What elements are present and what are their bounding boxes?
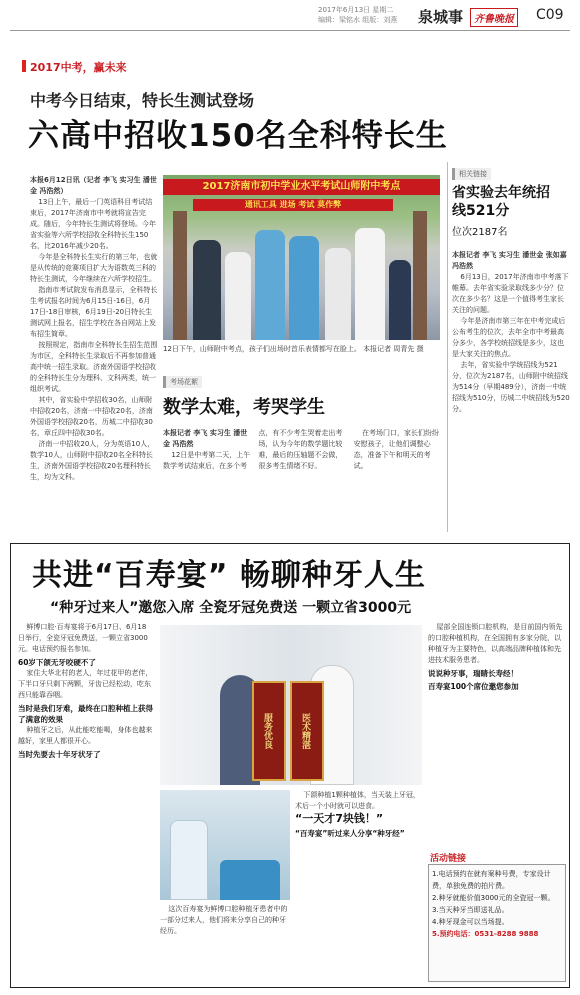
- sidebar-tag: 相关链接: [452, 168, 491, 180]
- header-rule: [10, 30, 570, 31]
- sidebar-para-3: 去年，省实验中学统招线为521分，位次为2187名，山师附中统招线为514分（早期489分），济南一中统招线为510分，历城二中统招线为520分。: [452, 361, 570, 413]
- sidebar-para-1: 6月13日，2017年济南市中考落下帷幕。去年省实验录取线多少分？位次在多少名？这是一个值得考生家长关注的问题。: [452, 273, 569, 314]
- ad-right-para: 屋部全国连锁口腔机构，是目前国内领先的口腔种植机构，在全国拥有多家分院，以种植牙为主要特色，以高端品牌种植体和先进技术服务患者。: [428, 623, 563, 664]
- dental-chair: [220, 860, 280, 900]
- pennant-left: 服务优良: [252, 681, 286, 781]
- sidebar-subtitle: 位次2187名: [452, 227, 508, 238]
- activity-item-2: 2.种牙就能价值3000元的全瓷冠一颗。: [432, 894, 555, 902]
- main-article: [30, 175, 158, 540]
- gate-pillar: [173, 211, 187, 340]
- exam-banner-2: 通讯工具 进场 考试 莫作弊: [193, 199, 393, 211]
- gate-pillar: [413, 211, 427, 340]
- sidebar-para-2: 今年是济南市第三年在中考完成后公布考生的位次，去年全市中考最高分多少，各学校统招线是多少，这也是大家关注的焦点。: [452, 317, 566, 358]
- ad-intro: 鲜博口腔·百寿宴将于6月17日、6月18日举行，全瓷牙冠免费送，一颗立省3000元。电话预约报名参加。: [18, 623, 148, 653]
- article2-para-2: 在考场门口，家长们纷纷安慰孩子，让他们调整心态，准备下午和明天的考试。: [353, 429, 440, 470]
- kicker-marker: [22, 60, 26, 72]
- pennant-photo: [160, 625, 422, 785]
- activity-item-3: 3.当天种牙当即送礼品。: [432, 906, 509, 914]
- header-editor: 编辑：梁铭水 组版：刘燕: [318, 16, 398, 24]
- main-byline: 本报6月12日讯（记者 李飞 实习生 潘世金 冯浩然）: [30, 176, 157, 195]
- student-figure: [193, 240, 221, 340]
- pennant-right: 医术精湛: [290, 681, 324, 781]
- main-para-1: 13日上午，最后一门英语科目考试结束后，2017年济南市中考就将宣告完成。随后，今年特长生测试将登场。今年省实验等六所学校招收全科特长生150名，比2016年减少20名。: [30, 198, 156, 250]
- exam-entrance-photo: [163, 175, 440, 340]
- sidebar-title: 省实验去年统招线521分: [452, 185, 550, 219]
- ad-middle-sub: “百寿宴”听过来人分享“种牙经”: [295, 829, 405, 838]
- sidebar-article: [452, 250, 570, 535]
- main-para-5: 其中，省实验中学招收30名，山师附中招收20名，济南一中招收20名，济南外国语学校招收20名，历城二中招收30名，章丘四中招收30名。: [30, 396, 153, 437]
- student-figure: [225, 252, 251, 340]
- main-para-3: 指南市考试院发布消息显示，全科特长生考试报名时间为6月15日-16日，6月17日-18日审核，6月19日-20日特长生测试网上报名，招生学校在各自网站上发布招生简章。: [30, 286, 158, 338]
- newspaper-logo: 齐鲁晚报: [470, 8, 518, 27]
- ad-middle-lead: 下颌种植1颗种植体，当天装上牙冠，术后一个小时就可以进食。: [295, 791, 420, 810]
- student-figure: [355, 228, 385, 340]
- student-figure: [289, 236, 319, 340]
- activity-item-4: 4.种牙现金可以当场提。: [432, 918, 509, 926]
- ad-subhead-1: 60岁下颌无牙咬硬不了: [18, 658, 96, 667]
- ad-subhead-3: 当时先要去十年牙状牙了: [18, 750, 101, 759]
- dentist-figure: [170, 820, 208, 900]
- exam-banner: 2017济南市初中学业水平考试山师附中考点: [163, 179, 440, 195]
- ad-left-para-1: 家住大华北村的老人，年过花甲的老伴，下半口牙只剩下两颗，牙齿已经松动，吃东西只能靠吞咽。: [18, 669, 153, 699]
- ad-middle-lower: [160, 904, 290, 982]
- sidebar-byline: 本报记者 李飞 实习生 潘世金 张如嘉 冯浩然: [452, 251, 567, 270]
- activity-phone[interactable]: 5.预约电话：0531-8288 9888: [432, 930, 539, 938]
- page-number: C09: [536, 7, 564, 23]
- activity-item-1: 1.电话预约在就有案种号费，专家设计费，单独免费的拍片费。: [432, 870, 551, 890]
- activity-box: [428, 864, 566, 982]
- ad-subhead-2: 当时是我们牙难，最终在口腔种植上获得了满意的效果: [18, 704, 153, 724]
- dentist-photo: [160, 790, 290, 900]
- student-figure: [325, 248, 351, 340]
- article2-body: [163, 428, 441, 536]
- ad-right-column: [428, 622, 566, 847]
- section-name: 泉城事: [418, 8, 464, 26]
- ad-title: 共进“百寿宴” 畅聊种牙人生: [32, 558, 426, 593]
- main-para-6: 济南一中招收20人，分为英语10人，数学10人，山师附中招收20名全科特长生，济南外国语学校招收20名理科特长生，均为文科。: [30, 440, 155, 481]
- headline-pre: 中考今日结束，特长生测试登场: [30, 91, 255, 110]
- photo-caption-text: 12日下午，山师附中考点，孩子们出场时首乐表情都写在脸上。: [163, 345, 361, 353]
- ad-middle-head: “一天才7块钱！”: [295, 812, 384, 825]
- photo-credit: 本报记者 周青先 摄: [363, 345, 424, 353]
- article2-title: 数学太难，考哭学生: [163, 397, 325, 418]
- article2-byline: 本报记者 李飞 实习生 潘世金 冯浩然: [163, 429, 248, 448]
- ad-right-sub: 百寿宴100个席位邀您参加: [428, 682, 519, 691]
- article2-para-1: 12日是中考第二天，上午数学考试结束后，在多个考点，有不少考生哭着走出考场，认为今年的数学题比较难，最后的压轴题不会做，很多考生情绪不好。: [163, 429, 343, 470]
- activity-title: 活动链接: [430, 854, 467, 864]
- photo-caption: [163, 344, 440, 356]
- ad-middle-column: [295, 790, 423, 982]
- ad-left-column: [18, 622, 153, 982]
- student-figure: [389, 260, 411, 340]
- ad-middle-para: 这次百寿宴为鲜博口腔种植牙患者中的一部分过来人，他们将来分享自己的种牙经历。: [160, 905, 288, 935]
- article2-tag: 考场花絮: [163, 376, 202, 388]
- ad-right-head: 说说种牙事，瑞睛长寿经！: [428, 669, 518, 678]
- ad-subtitle: “种牙过来人”邀您入席 全瓷牙冠免费送 一颗立省3000元: [50, 600, 412, 616]
- sidebar-divider: [447, 162, 448, 532]
- headline-main: 六高中招收150名全科特长生: [28, 118, 448, 154]
- student-figure: [255, 230, 285, 340]
- ad-left-para-2: 种植牙之后，从此能吃能喝，身体也越来越好，家里人都很开心。: [18, 726, 153, 745]
- header-date: 2017年6月13日 星期二: [318, 6, 394, 14]
- main-para-4: 按照规定，指南市全科特长生招生范围为市区，全科特长生录取后不再参加普通高中统一招生录取。济南外国语学校招收的全科特长生分为理科、文科两类，统一组织考试。: [30, 341, 158, 393]
- kicker: 2017中考，赢未来: [30, 61, 127, 74]
- main-para-2: 今年是全科特长生实行的第三年，也就是从传统的竞赛项目扩大为语数英三科的特长生测试，今年继续在六所学校招生。: [30, 253, 158, 283]
